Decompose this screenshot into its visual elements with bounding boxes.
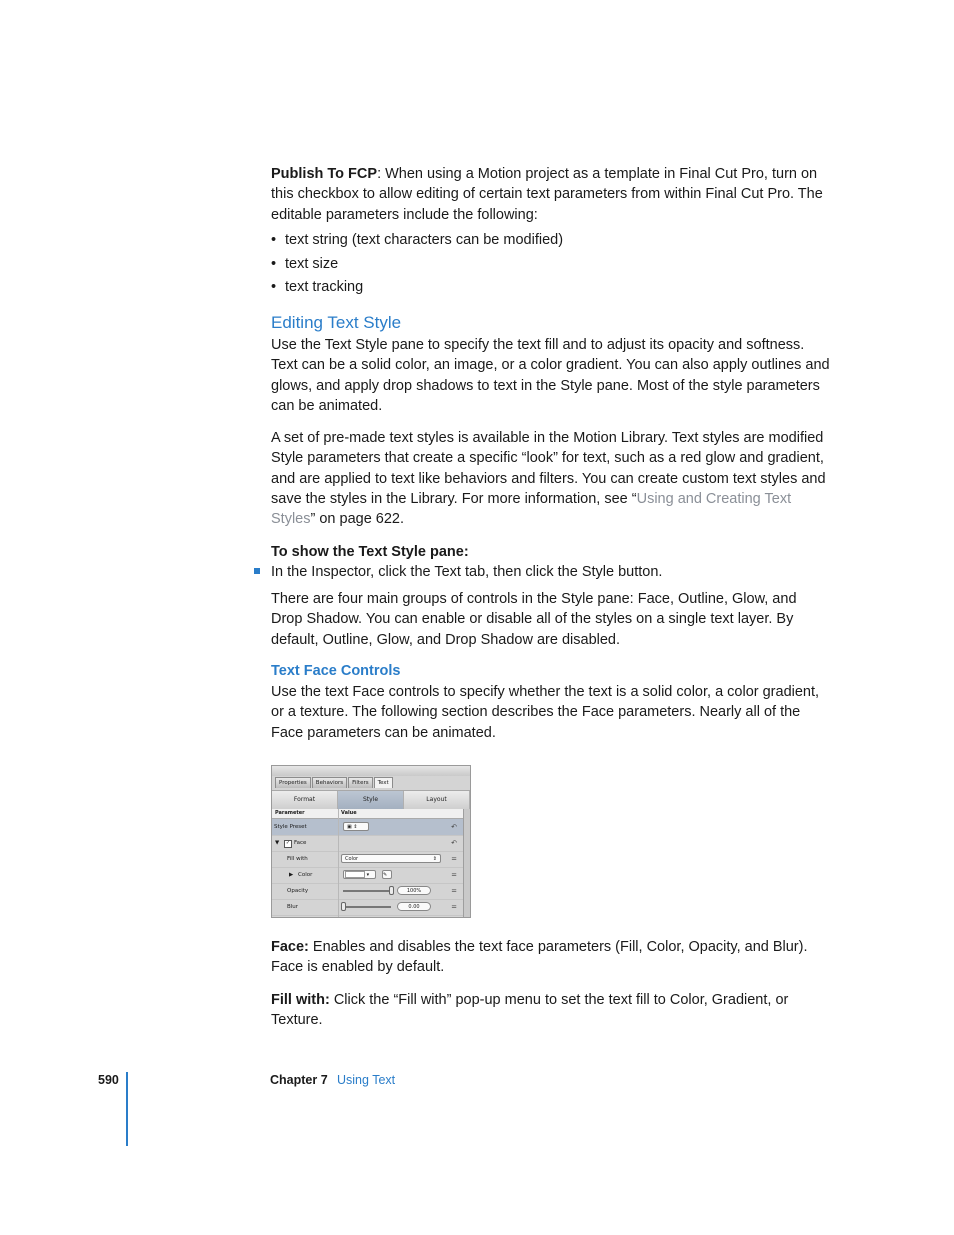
- cross-reference-link[interactable]: Using and Creating Text Styles: [271, 490, 792, 528]
- format-button[interactable]: Format: [272, 791, 338, 809]
- scrollbar[interactable]: [463, 809, 470, 918]
- opacity-slider-thumb[interactable]: [389, 886, 394, 895]
- menu-icon[interactable]: =: [451, 855, 457, 863]
- task-heading: To show the Text Style pane:: [271, 544, 469, 560]
- editing-paragraph-2: A set of pre-made text styles is available in the Motion Library. Text styles are modified Style parameters that create a specific “look” for text, such as a red glow and gradient, and are applied to text like behaviors and filters. You can create custom text styles and save the styles in the Library. For more information, see “Using and Creating Text Styles” on page 622.: [271, 430, 826, 528]
- opacity-field[interactable]: 100%: [397, 886, 431, 895]
- table-row: [272, 867, 465, 884]
- face-paragraph: Use the text Face controls to specify whether the text is a solid color, a color gradient, or a texture. The following section describes the Face parameters. Nearly all of the Face parameters can be animated.: [271, 684, 820, 741]
- parameter-table-header: [272, 809, 465, 819]
- popup-arrows-icon: ⇕: [432, 856, 437, 862]
- table-row: [272, 819, 465, 836]
- color-well[interactable]: ▾: [343, 870, 376, 879]
- editing-paragraph-1: Use the Text Style pane to specify the text fill and to adjust its opacity and softness. Text can be a solid color, an image, or a color gradient. You can also apply outlines and glows, and apply drop shadows to text in the Style pane. Most of the style parameters can be animated.: [271, 337, 830, 414]
- style-preset-popup[interactable]: ▣ ⇕: [343, 822, 369, 831]
- subsection-heading: Text Face Controls: [271, 663, 401, 679]
- face-definition: Face: Enables and disables the text face parameters (Fill, Color, Opacity, and Blur). Face is enabled by default.: [271, 939, 808, 976]
- fill-with-definition: Fill with: Click the “Fill with” pop-up menu to set the text fill to Color, Gradient, or Texture.: [271, 992, 789, 1029]
- blur-field[interactable]: 0.00: [397, 902, 431, 911]
- task-step: In the Inspector, click the Text tab, then click the Style button.: [271, 564, 663, 580]
- reset-icon[interactable]: ↶: [451, 839, 457, 847]
- parameter-column-header: Parameter: [275, 810, 305, 816]
- color-label: Color: [298, 872, 313, 878]
- list-item: • text string (text characters can be modified): [271, 232, 564, 248]
- tab-filters[interactable]: Filters: [348, 777, 373, 788]
- reset-icon[interactable]: ↶: [451, 823, 457, 831]
- opacity-slider[interactable]: [343, 890, 391, 892]
- editing-paragraph-3: There are four main groups of controls in the Style pane: Face, Outline, Glow, and Drop Shadow. You can enable or disable all of the styles on a single text layer. By default, Outline, Glow, and Drop Shadow are disabled.: [271, 591, 797, 648]
- step-bullet-icon: [254, 568, 260, 574]
- fill-with-popup[interactable]: Color ⇕: [341, 854, 441, 863]
- value-column-header: Value: [341, 810, 357, 816]
- table-row: [272, 851, 465, 868]
- chapter-label: Chapter 7: [270, 1073, 328, 1087]
- footer-rule: [126, 1072, 128, 1146]
- table-row: [272, 835, 465, 852]
- menu-icon[interactable]: =: [451, 903, 457, 911]
- list-item: • text size: [271, 255, 339, 272]
- face-label: Face: [294, 840, 307, 846]
- blur-slider-thumb[interactable]: [341, 902, 346, 911]
- publish-text: : When using a Motion project as a template in Final Cut Pro, turn on this checkbox to allow editing of certain text parameters from within Final Cut Pro. The editable parameters include the following:: [271, 166, 823, 223]
- section-heading: Editing Text Style: [271, 313, 402, 332]
- page-number: 590: [98, 1073, 119, 1087]
- inspector-screenshot: [271, 765, 471, 918]
- disclosure-triangle-icon[interactable]: ▶: [289, 872, 294, 878]
- publish-label: Publish To FCP: [271, 166, 378, 182]
- chapter-title: Using Text: [337, 1073, 396, 1087]
- table-row: [272, 883, 465, 900]
- tab-properties[interactable]: Properties: [275, 777, 311, 788]
- inspector-titlebar: [272, 766, 470, 776]
- tab-behaviors[interactable]: Behaviors: [312, 777, 347, 788]
- layout-button[interactable]: Layout: [404, 791, 470, 809]
- inspector-tabs: [275, 777, 393, 788]
- blur-slider[interactable]: [343, 906, 391, 908]
- face-checkbox[interactable]: ✓: [285, 840, 291, 846]
- disclosure-triangle-icon[interactable]: ▼: [275, 840, 280, 846]
- style-preset-label: Style Preset: [274, 824, 307, 830]
- style-button[interactable]: Style: [338, 791, 404, 809]
- menu-icon[interactable]: =: [451, 871, 457, 879]
- face-term: Face:: [271, 939, 309, 955]
- fill-with-term: Fill with:: [271, 992, 330, 1008]
- column-divider: [338, 809, 339, 918]
- tab-text[interactable]: Text: [374, 777, 393, 788]
- blur-label: Blur: [287, 904, 299, 910]
- pane-segmented-control: [272, 790, 470, 810]
- list-item: • text tracking: [271, 279, 364, 295]
- publish-paragraph: [271, 164, 831, 225]
- fill-with-label: Fill with: [287, 856, 308, 862]
- menu-icon[interactable]: =: [451, 887, 457, 895]
- publish-bullet-list: [271, 230, 831, 301]
- eyedropper-icon[interactable]: ✎: [382, 870, 392, 879]
- opacity-label: Opacity: [287, 888, 309, 894]
- table-row: [272, 899, 465, 916]
